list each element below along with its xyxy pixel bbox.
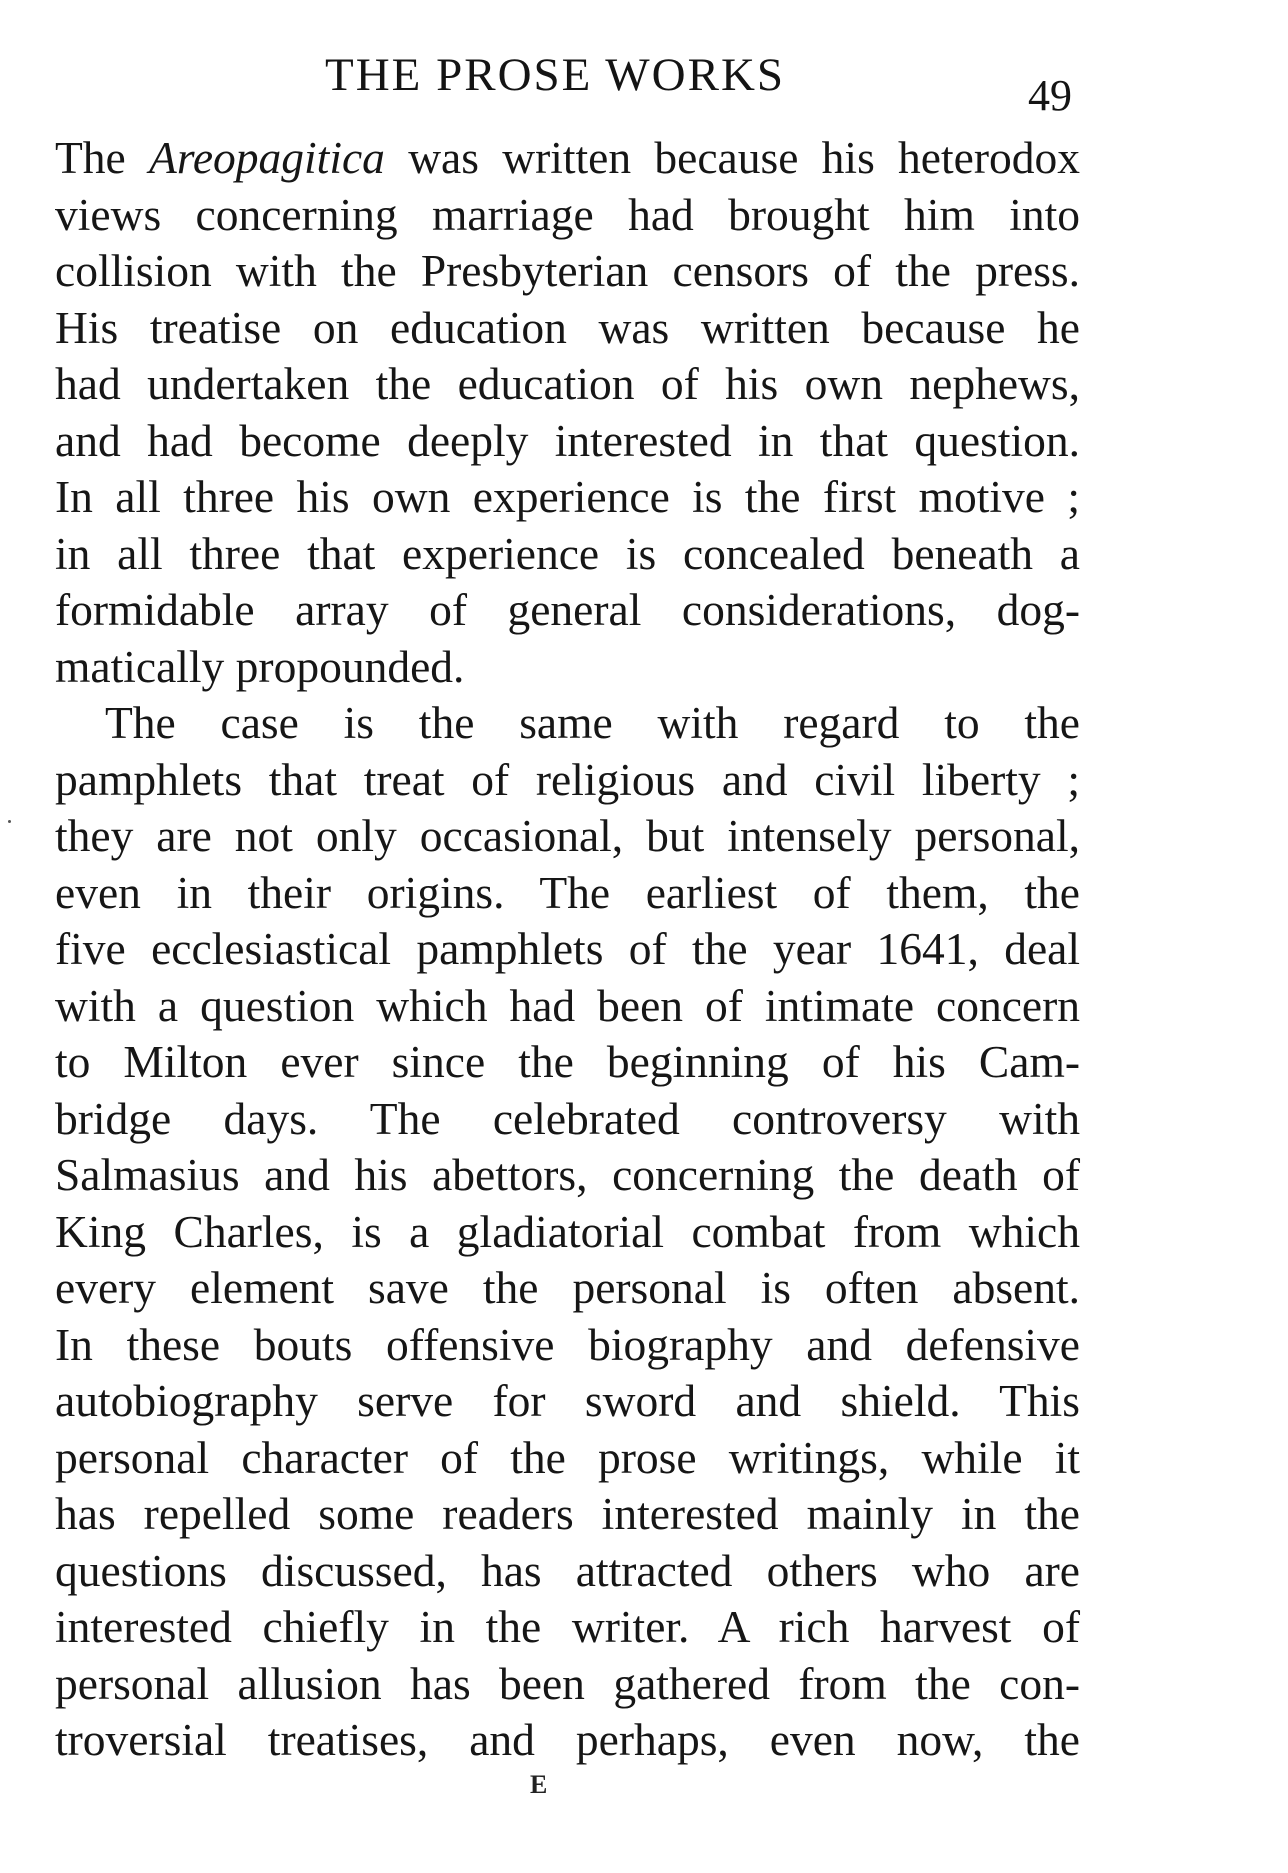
running-head xyxy=(80,48,1080,118)
paragraph-2-line: every element save the personal is often absent. xyxy=(55,1262,1080,1313)
paragraph-2-line: bridge days. The celebrated controversy with xyxy=(55,1092,1080,1144)
paragraph-2-line: questions discussed, has attracted others who are xyxy=(55,1544,1080,1596)
paragraph-2-line: pamphlets that treat of religious and civil liberty ; xyxy=(55,753,1080,805)
paragraph-2-line: troversial treatises, and perhaps, even now, the xyxy=(55,1714,1080,1765)
text-run: was written because his heterodox xyxy=(384,132,1080,183)
paragraph-2-line: to Milton ever since the beginning of his Cam- xyxy=(55,1036,1080,1087)
work-title-areopagitica: Areopagitica xyxy=(149,132,385,183)
paragraph-2-line: personal allusion has been gathered from the con- xyxy=(55,1657,1080,1709)
paragraph-2-line: even in their origins. The earliest of them, the xyxy=(55,866,1080,918)
text-run: The xyxy=(55,132,150,183)
signature-mark: E xyxy=(530,1770,548,1799)
paragraph-2-line: King Charles, is a gladiatorial combat from which xyxy=(55,1205,1080,1257)
paragraph-2-line: In these bouts offensive biography and defensive xyxy=(55,1318,1080,1370)
paragraph-1-line: views concerning marriage had brought him into xyxy=(55,188,1080,240)
scan-speck xyxy=(8,820,11,823)
paragraph-2-line: interested chiefly in the writer. A rich harvest of xyxy=(55,1601,1080,1652)
paragraph-1-line: In all three his own experience is the first motive ; xyxy=(55,471,1080,522)
paragraph-2-line: The case is the same with regard to the xyxy=(105,697,1080,748)
paragraph-2-line: has repelled some readers interested mainly in the xyxy=(55,1488,1080,1539)
paragraph-1-line: His treatise on education was written because he xyxy=(55,301,1080,353)
paragraph-2-line: Salmasius and his abettors, concerning the death of xyxy=(55,1149,1080,1200)
paragraph-1-line xyxy=(55,130,1080,187)
paragraph-1-line: formidable array of general considerations, dog- xyxy=(55,584,1080,635)
paragraph-2-line: autobiography serve for sword and shield. This xyxy=(55,1375,1080,1426)
body-text xyxy=(55,130,1080,1769)
paragraph-2-line: personal character of the prose writings, while it xyxy=(55,1431,1080,1483)
page-number: 49 xyxy=(1028,71,1072,120)
paragraph-2-line: five ecclesiastical pamphlets of the year 1641, deal xyxy=(55,923,1080,974)
paragraph-1-line: collision with the Presbyterian censors of the press. xyxy=(55,245,1080,296)
paragraph-2-line: they are not only occasional, but intensely personal, xyxy=(55,810,1080,861)
running-title: THE PROSE WORKS xyxy=(325,49,786,101)
paragraph-1-line: and had become deeply interested in that question. xyxy=(55,414,1080,466)
paragraph-1-line: matically propounded. xyxy=(55,640,465,692)
paragraph-2-line: with a question which had been of intimate concern xyxy=(55,979,1080,1031)
paragraph-1-line: had undertaken the education of his own nephews, xyxy=(55,358,1080,409)
paragraph-1-line: in all three that experience is concealed beneath a xyxy=(55,527,1080,579)
